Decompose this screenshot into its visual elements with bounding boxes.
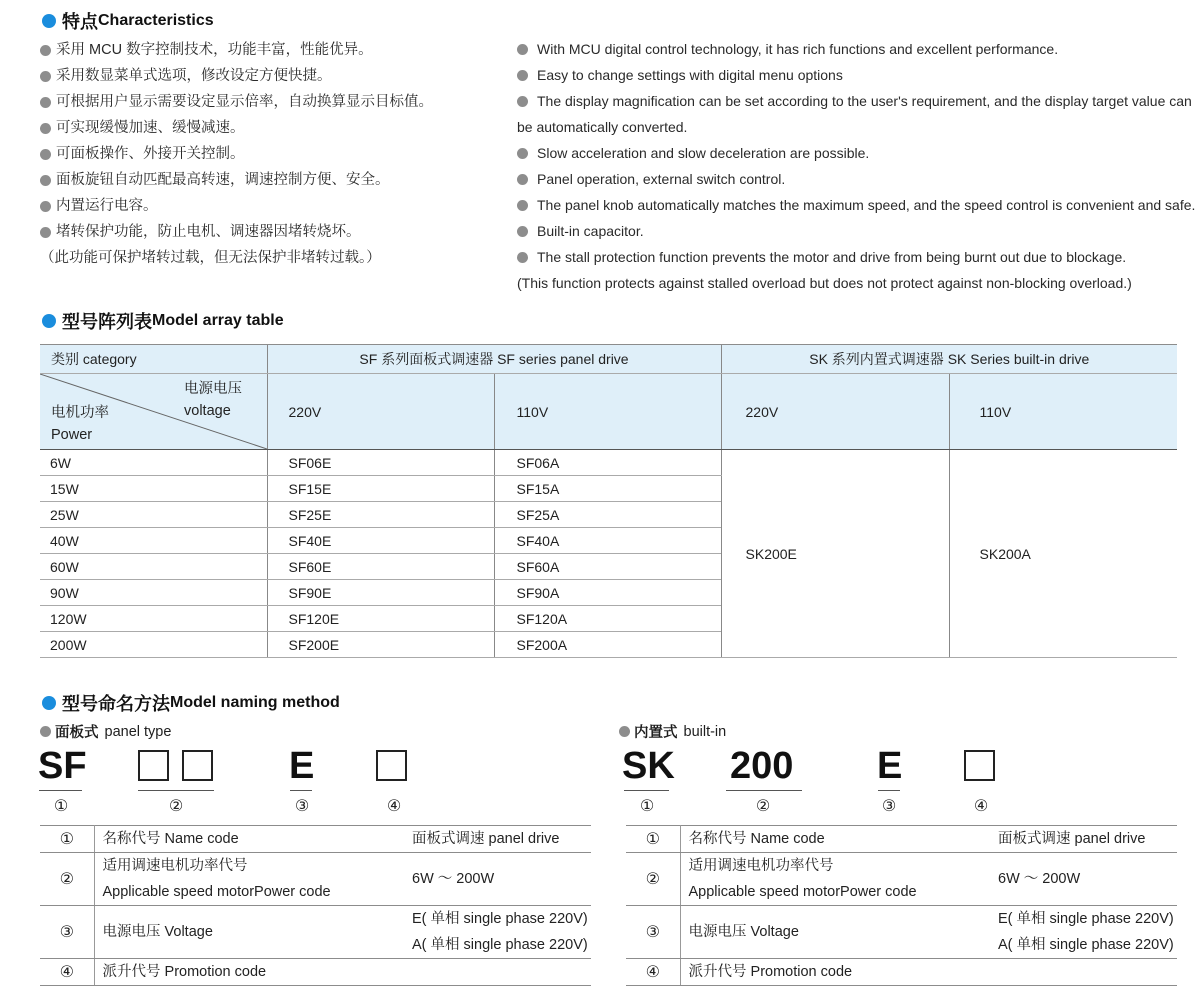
builtin-code-e: E xyxy=(877,745,903,787)
row-value xyxy=(412,959,591,986)
list-item: With MCU digital control technology, it has rich functions and excellent performance. xyxy=(517,36,1195,62)
list-item: Panel operation, external switch control. xyxy=(517,166,1195,192)
features-cn-list xyxy=(40,37,433,271)
sk-110v-header: 110V xyxy=(949,374,1177,450)
list-item-continuation: be automatically converted. xyxy=(517,119,688,135)
power-cell: 6W xyxy=(40,450,267,476)
bullet-dot-icon xyxy=(517,148,528,159)
table-row xyxy=(40,450,1177,476)
builtin-naming-table xyxy=(626,825,1177,986)
code-box xyxy=(182,750,213,781)
bullet-dot-icon xyxy=(40,123,51,134)
position-number: ③ xyxy=(881,798,897,815)
model-cell: SF25E xyxy=(267,502,494,528)
row-number: ① xyxy=(40,826,94,853)
feature-note: (This function protects against stalled overload but does not protect against non-blocking overload.) xyxy=(517,275,1132,291)
model-cell: SF15E xyxy=(267,476,494,502)
list-item: The stall protection function prevents the motor and drive from being burnt out due to blockage. xyxy=(517,244,1195,270)
bullet-dot-icon xyxy=(517,70,528,81)
list-item: Built-in capacitor. xyxy=(517,218,1195,244)
model-cell: SF120A xyxy=(494,606,721,632)
code-box xyxy=(964,750,995,781)
code-box xyxy=(138,750,169,781)
row-value: 面板式调速 panel drive xyxy=(998,826,1177,853)
bullet-dot-icon xyxy=(517,174,528,185)
voltage-label: 电源电压 voltage xyxy=(184,381,242,419)
power-cell: 60W xyxy=(40,554,267,580)
bullet-dot-icon xyxy=(517,252,528,263)
diagonal-header-cell xyxy=(40,374,267,450)
model-cell: SF60A xyxy=(494,554,721,580)
code-box xyxy=(376,750,407,781)
category-header: 类别 category xyxy=(40,345,267,374)
builtin-code-200: 200 xyxy=(730,745,794,787)
sf-series-header: SF 系列面板式调速器 SF series panel drive xyxy=(267,345,721,374)
feature-note: （此功能可保护堵转过载，但无法保护非堵转过载。） xyxy=(40,250,381,266)
bullet-dot-icon xyxy=(40,726,51,737)
builtin-type-label: 内置式 built-in xyxy=(619,721,726,742)
model-cell: SF90A xyxy=(494,580,721,606)
underline xyxy=(39,790,82,791)
model-array-table xyxy=(40,344,1177,658)
list-item: 可面板操作、外接开关控制。 xyxy=(40,141,433,167)
features-en-list xyxy=(517,36,1195,296)
panel-code-sf: SF xyxy=(38,745,87,787)
list-item: 采用 MCU 数字控制技术，功能丰富，性能优异。 xyxy=(40,37,433,63)
table-subheader-row xyxy=(40,374,1177,450)
model-cell: SF06E xyxy=(267,450,494,476)
table-row xyxy=(626,906,1177,959)
position-number: ④ xyxy=(386,798,402,815)
model-cell: SF120E xyxy=(267,606,494,632)
power-cell: 15W xyxy=(40,476,267,502)
power-cell: 40W xyxy=(40,528,267,554)
underline xyxy=(624,790,669,791)
bullet-dot-icon xyxy=(517,44,528,55)
list-item: 可根据用户显示需要设定显示倍率，自动换算显示目标值。 xyxy=(40,89,433,115)
sf-220v-header: 220V xyxy=(267,374,494,450)
bullet-icon xyxy=(42,314,56,328)
table-row xyxy=(626,959,1177,986)
underline xyxy=(290,790,312,791)
table-row xyxy=(626,826,1177,853)
underline xyxy=(726,790,802,791)
list-item: 采用数显菜单式选项，修改设定方便快捷。 xyxy=(40,63,433,89)
model-cell: SF15A xyxy=(494,476,721,502)
row-number: ④ xyxy=(626,959,680,986)
bullet-dot-icon xyxy=(40,149,51,160)
sk110-model-cell: SK200A xyxy=(949,450,1177,658)
position-number: ① xyxy=(53,798,69,815)
model-cell: SF60E xyxy=(267,554,494,580)
position-number: ① xyxy=(639,798,655,815)
list-item: 内置运行电容。 xyxy=(40,193,433,219)
underline xyxy=(138,790,214,791)
model-cell: SF06A xyxy=(494,450,721,476)
list-item: The panel knob automatically matches the maximum speed, and the speed control is convenient and safe. xyxy=(517,192,1195,218)
position-number: ④ xyxy=(973,798,989,815)
sk-220v-header: 220V xyxy=(721,374,949,450)
bullet-dot-icon xyxy=(517,200,528,211)
row-number: ② xyxy=(40,853,94,906)
row-number: ② xyxy=(626,853,680,906)
panel-type-label: 面板式 panel type xyxy=(40,721,171,742)
bullet-dot-icon xyxy=(40,227,51,238)
bullet-icon xyxy=(42,696,56,710)
row-value xyxy=(998,959,1177,986)
row-number: ③ xyxy=(40,906,94,959)
row-value: 面板式调速 panel drive xyxy=(412,826,591,853)
panel-code-e: E xyxy=(289,745,315,787)
model-cell: SF200A xyxy=(494,632,721,658)
builtin-code-sk: SK xyxy=(622,745,675,787)
table-row xyxy=(40,959,591,986)
panel-naming-table xyxy=(40,825,591,986)
bullet-dot-icon xyxy=(517,96,528,107)
sf-110v-header: 110V xyxy=(494,374,721,450)
model-cell: SF40E xyxy=(267,528,494,554)
row-description: 名称代号 Name code xyxy=(94,826,412,853)
list-item: 堵转保护功能，防止电机、调速器因堵转烧坏。 xyxy=(40,219,433,245)
bullet-dot-icon xyxy=(619,726,630,737)
position-number: ③ xyxy=(294,798,310,815)
table-row xyxy=(40,826,591,853)
underline xyxy=(878,790,900,791)
row-description: 派升代号 Promotion code xyxy=(680,959,998,986)
model-cell: SF90E xyxy=(267,580,494,606)
power-cell: 25W xyxy=(40,502,267,528)
table-row xyxy=(40,906,591,959)
row-value: 6W ～ 200W xyxy=(998,853,1177,906)
sk220-model-cell: SK200E xyxy=(721,450,949,658)
row-description: 电源电压 Voltage xyxy=(680,906,998,959)
bullet-dot-icon xyxy=(40,45,51,56)
characteristics-title: 特点 Characteristics xyxy=(42,8,214,34)
row-value: E( 单相 single phase 220V) A( 单相 single phase 220V) xyxy=(412,906,591,959)
power-label: 电机功率 Power xyxy=(51,405,109,443)
row-number: ④ xyxy=(40,959,94,986)
naming-title: 型号命名方法 Model naming method xyxy=(42,690,340,716)
table-row xyxy=(40,853,591,906)
bullet-dot-icon xyxy=(40,175,51,186)
row-description: 派升代号 Promotion code xyxy=(94,959,412,986)
list-item: The display magnification can be set according to the user's requirement, and the display target value can xyxy=(517,88,1195,114)
bullet-dot-icon xyxy=(40,97,51,108)
row-description: 适用调速电机功率代号 Applicable speed motorPower code xyxy=(680,853,998,906)
power-cell: 200W xyxy=(40,632,267,658)
row-description: 名称代号 Name code xyxy=(680,826,998,853)
bullet-icon xyxy=(42,14,56,28)
row-value: 6W ～ 200W xyxy=(412,853,591,906)
model-cell: SF25A xyxy=(494,502,721,528)
sk-series-header: SK 系列内置式调速器 SK Series built-in drive xyxy=(721,345,1177,374)
table-row xyxy=(626,853,1177,906)
row-number: ③ xyxy=(626,906,680,959)
power-cell: 90W xyxy=(40,580,267,606)
list-item: Easy to change settings with digital menu options xyxy=(517,62,1195,88)
row-description: 电源电压 Voltage xyxy=(94,906,412,959)
row-value: E( 单相 single phase 220V) A( 单相 single phase 220V) xyxy=(998,906,1177,959)
bullet-dot-icon xyxy=(40,71,51,82)
row-description: 适用调速电机功率代号 Applicable speed motorPower code xyxy=(94,853,412,906)
position-number: ② xyxy=(168,798,184,815)
list-item: 可实现缓慢加速、缓慢减速。 xyxy=(40,115,433,141)
model-table-title: 型号阵列表 Model array table xyxy=(42,308,284,334)
list-item: 面板旋钮自动匹配最高转速，调速控制方便、安全。 xyxy=(40,167,433,193)
model-cell: SF40A xyxy=(494,528,721,554)
power-cell: 120W xyxy=(40,606,267,632)
list-item: Slow acceleration and slow deceleration are possible. xyxy=(517,140,1195,166)
bullet-dot-icon xyxy=(40,201,51,212)
position-number: ② xyxy=(755,798,771,815)
table-header-row xyxy=(40,345,1177,374)
model-cell: SF200E xyxy=(267,632,494,658)
row-number: ① xyxy=(626,826,680,853)
bullet-dot-icon xyxy=(517,226,528,237)
